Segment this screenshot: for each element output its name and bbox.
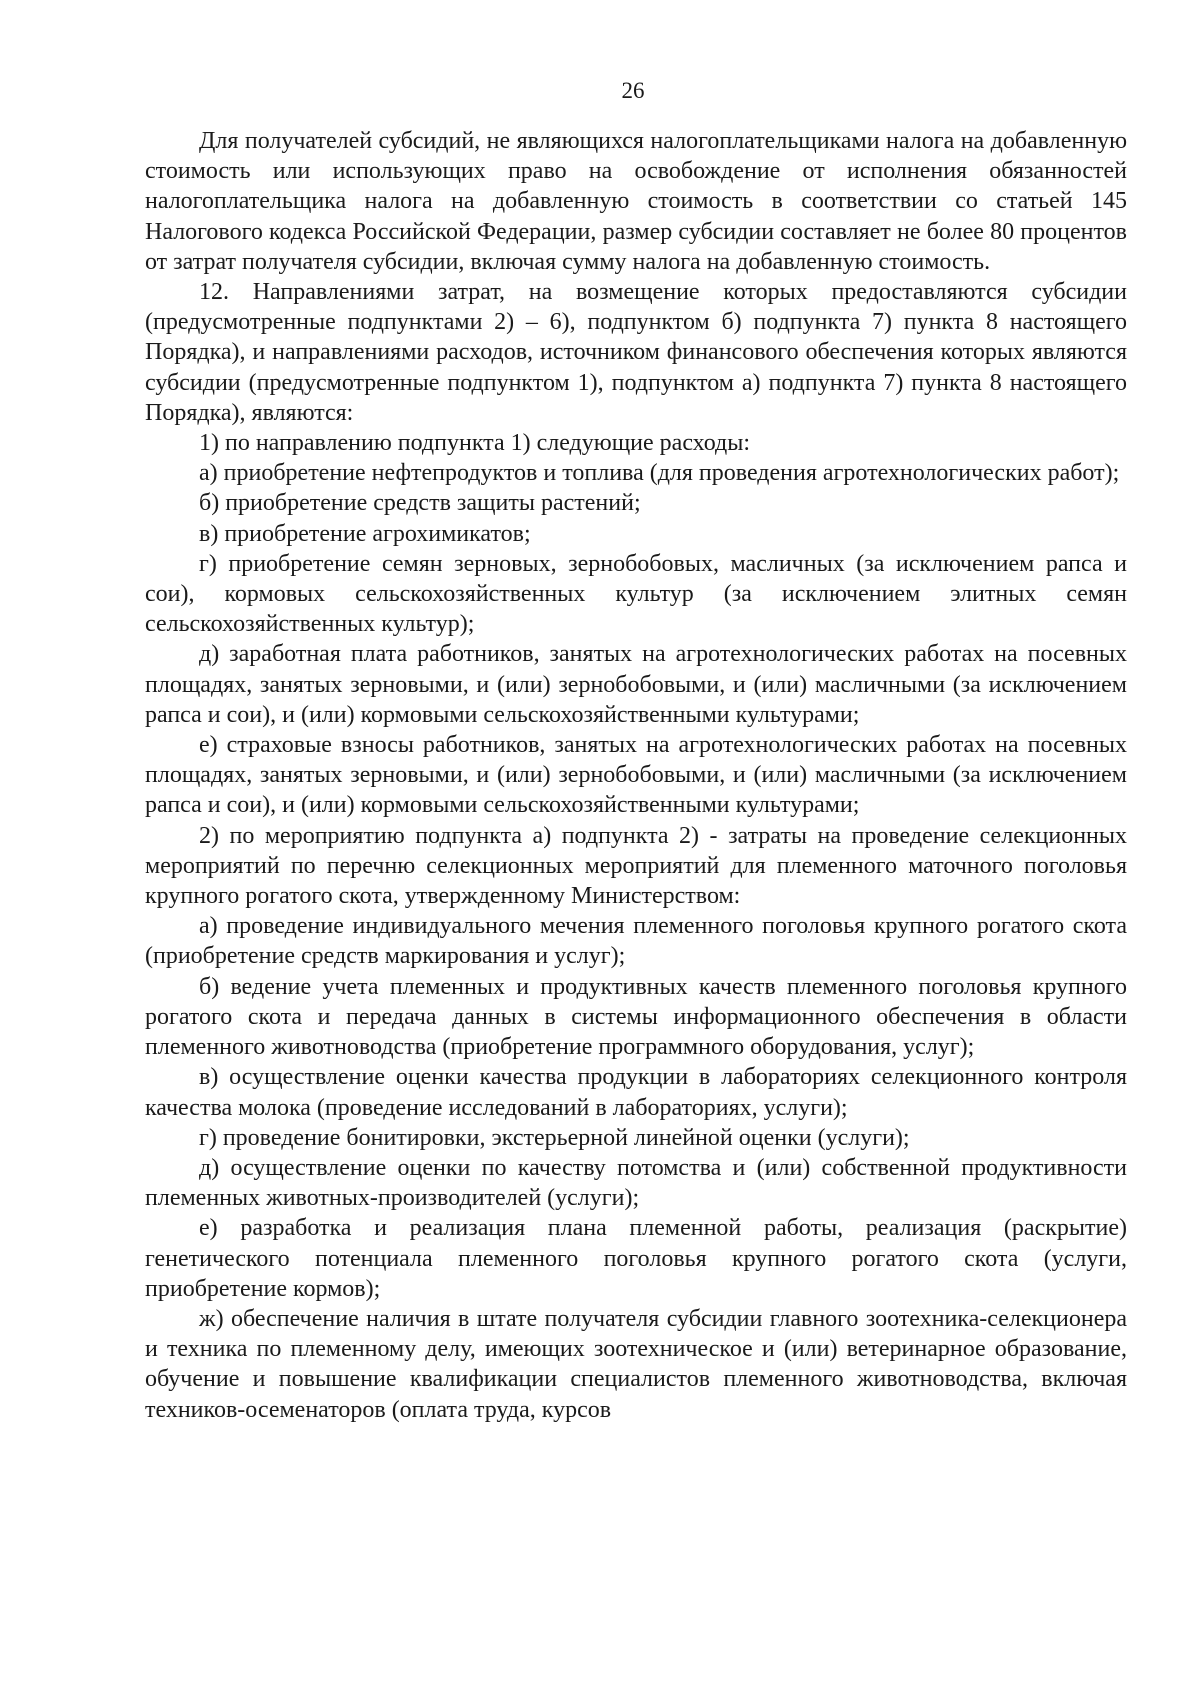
list-item-2v: в) осуществление оценки качества продукции в лабораториях селекционного контроля качества молока (проведение исследований в лабораториях, услуги);: [145, 1064, 1127, 1121]
document-body: [145, 126, 1127, 1425]
list-item-2e: е) разработка и реализация плана племенной работы, реализация (раскрытие) генетического потенциала племенного поголовья крупного рогатого скота (услуги, приобретение кормов);: [145, 1215, 1127, 1302]
list-item-1e: е) страховые взносы работников, занятых на агротехнологических работах на посевных площадях, занятых зерновыми, и (или) зернобобовыми, и (или) масличными (за исключением рапса и сои), и (или) кормовыми сельскохозяйственными культурами;: [145, 732, 1127, 819]
paragraph-subitem-1: 1) по направлению подпункта 1) следующие расходы:: [199, 430, 751, 457]
list-item-2a: а) проведение индивидуального мечения племенного поголовья крупного рогатого скота (приобретение средств маркирования и услуг);: [145, 913, 1127, 970]
list-item-2g: г) проведение бонитировки, экстерьерной линейной оценки (услуги);: [199, 1124, 910, 1151]
paragraph-subitem-2: 2) по мероприятию подпункта а) подпункта 2) - затраты на проведение селекционных мероприятий по перечню селекционных мероприятий для племенного маточного поголовья крупного рогатого скота, утвержденному Министерством:: [145, 822, 1127, 910]
list-item-1b: б) приобретение средств защиты растений;: [199, 490, 641, 517]
list-item-2d: д) осуществление оценки по качеству потомства и (или) собственной продуктивности племенных животных-производителей (услуги);: [145, 1154, 1127, 1212]
list-item-2zh: ж) обеспечение наличия в штате получателя субсидии главного зоотехника-селекционера и техника по племенному делу, имеющих зоотехническое и (или) ветеринарное образование, обучение и повышение квалификации специалистов племенного животноводства, включая техников-осеменаторов (оплата труда, курсов: [145, 1305, 1127, 1423]
paragraph-vat-exempt-recipients: Для получателей субсидий, не являющихся налогоплательщиками налога на добавленную стоимость или использующих право на освобождение от исполнения обязанностей налогоплательщика налога на добавленную стоимость в соответствии со статьей 145 Налогового кодекса Российской Федерации, размер субсидии составляет не более 80 процентов от затрат получателя субсидии, включая сумму налога на добавленную стоимость.: [145, 128, 1127, 275]
list-item-1v: в) приобретение агрохимикатов;: [199, 520, 531, 547]
paragraph-item-12: 12. Направлениями затрат, на возмещение которых предоставляются субсидии (предусмотренные подпунктами 2) – 6), подпунктом б) подпункта 7) пункта 8 настоящего Порядка), и направлениями расходов, источником финансового обеспечения которых являются субсидии (предусмотренные подпунктом 1), подпунктом а) подпункта 7) пункта 8 настоящего Порядка), являются:: [145, 279, 1127, 426]
list-item-2b: б) ведение учета племенных и продуктивных качеств племенного поголовья крупного рогатого скота и передача данных в системы информационного обеспечения в области племенного животноводства (приобретение программного оборудования, услуг);: [145, 973, 1127, 1061]
list-item-1d: д) заработная плата работников, занятых на агротехнологических работах на посевных площадях, занятых зерновыми, и (или) зернобобовыми, и (или) масличными (за исключением рапса и сои), и (или) кормовыми сельскохозяйственными культурами;: [145, 641, 1127, 728]
list-item-1g: г) приобретение семян зерновых, зернобобовых, масличных (за исключением рапса и сои), кормовых сельскохозяйственных культур (за исключением элитных семян сельскохозяйственных культур);: [145, 550, 1127, 638]
page-number: 26: [621, 78, 645, 103]
list-item-1a: а) приобретение нефтепродуктов и топлива (для проведения агротехнологических работ);: [199, 460, 1120, 487]
